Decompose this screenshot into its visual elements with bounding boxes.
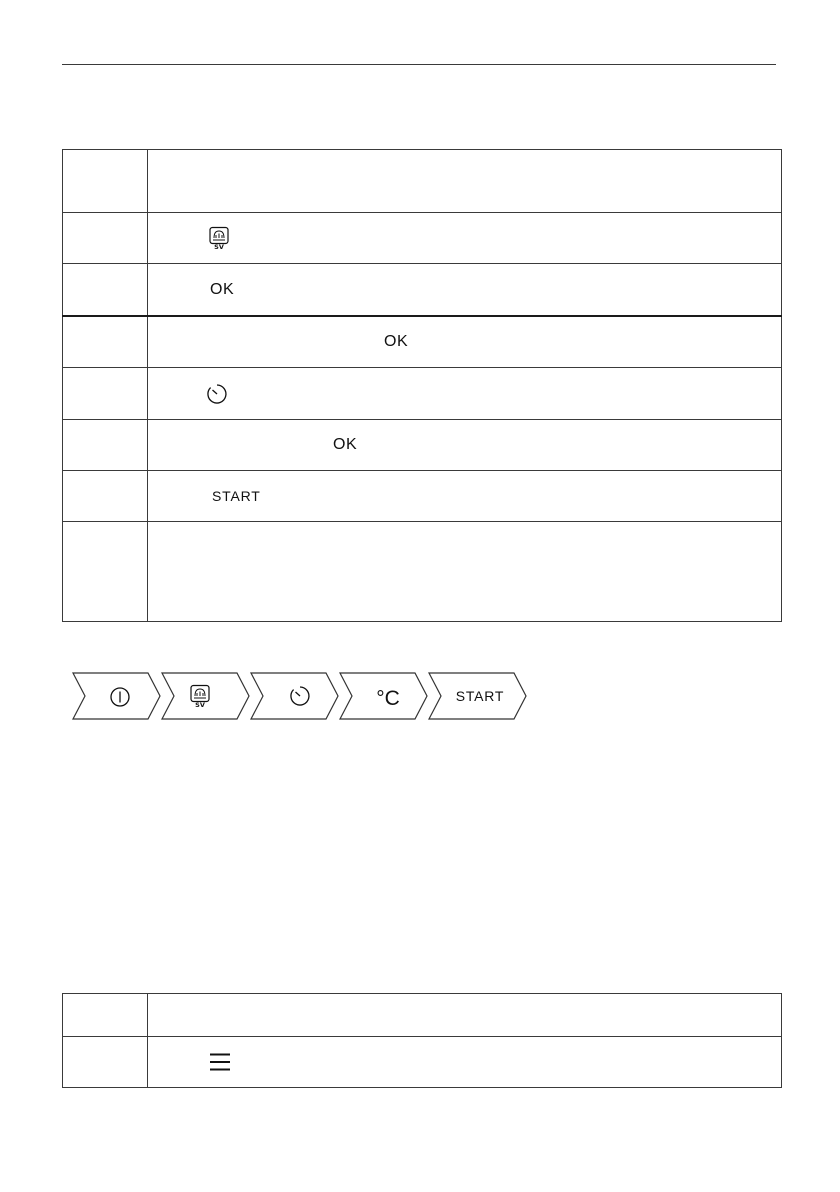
table-row: [63, 994, 782, 1037]
header-rule: [62, 64, 776, 65]
step-number-cell: [63, 316, 148, 368]
table-row: [63, 150, 782, 213]
step-number-cell: [63, 994, 148, 1037]
sequence-bar: [72, 672, 528, 720]
ok-button-label: OK: [210, 280, 235, 298]
step-number-cell: [63, 471, 148, 522]
step-text-cell: [148, 150, 782, 213]
svg-text:SV: SV: [195, 701, 205, 709]
table-row: [63, 316, 782, 368]
table-row: [63, 368, 782, 420]
step-number-cell: [63, 213, 148, 264]
step-text-cell: [148, 213, 782, 264]
steps-table-2: [62, 993, 782, 1088]
step-text-cell: [148, 1037, 782, 1088]
table-row: [63, 471, 782, 522]
table-row: [63, 213, 782, 264]
sequence-step-power: [73, 673, 160, 719]
step-number-cell: [63, 1037, 148, 1088]
step-number-cell: [63, 522, 148, 622]
table-row: [63, 420, 782, 471]
step-text-cell: [148, 420, 782, 471]
step-text-cell: [148, 316, 782, 368]
step-text-cell: [148, 994, 782, 1037]
menu-icon: [209, 1052, 231, 1072]
start-label: START: [455, 688, 505, 704]
step-number-cell: [63, 368, 148, 420]
timer-icon: [205, 382, 229, 406]
steps-table-1: [62, 149, 782, 622]
table-row: [63, 1037, 782, 1088]
step-text-cell: [148, 368, 782, 420]
table-row: [63, 264, 782, 317]
step-text-cell: [148, 471, 782, 522]
step-text-cell: [148, 522, 782, 622]
sequence-step-timer: [251, 673, 338, 719]
ok-button-label: OK: [333, 436, 358, 453]
step-text-cell: [148, 264, 782, 317]
steam-sv-icon: [208, 226, 230, 250]
ok-button-label: OK: [384, 333, 409, 350]
step-number-cell: [63, 420, 148, 471]
svg-text:SV: SV: [214, 243, 224, 250]
start-button-label: START: [212, 488, 261, 504]
step-number-cell: [63, 264, 148, 317]
celsius-icon: °C: [376, 687, 400, 710]
step-number-cell: [63, 150, 148, 213]
table-row: [63, 522, 782, 622]
